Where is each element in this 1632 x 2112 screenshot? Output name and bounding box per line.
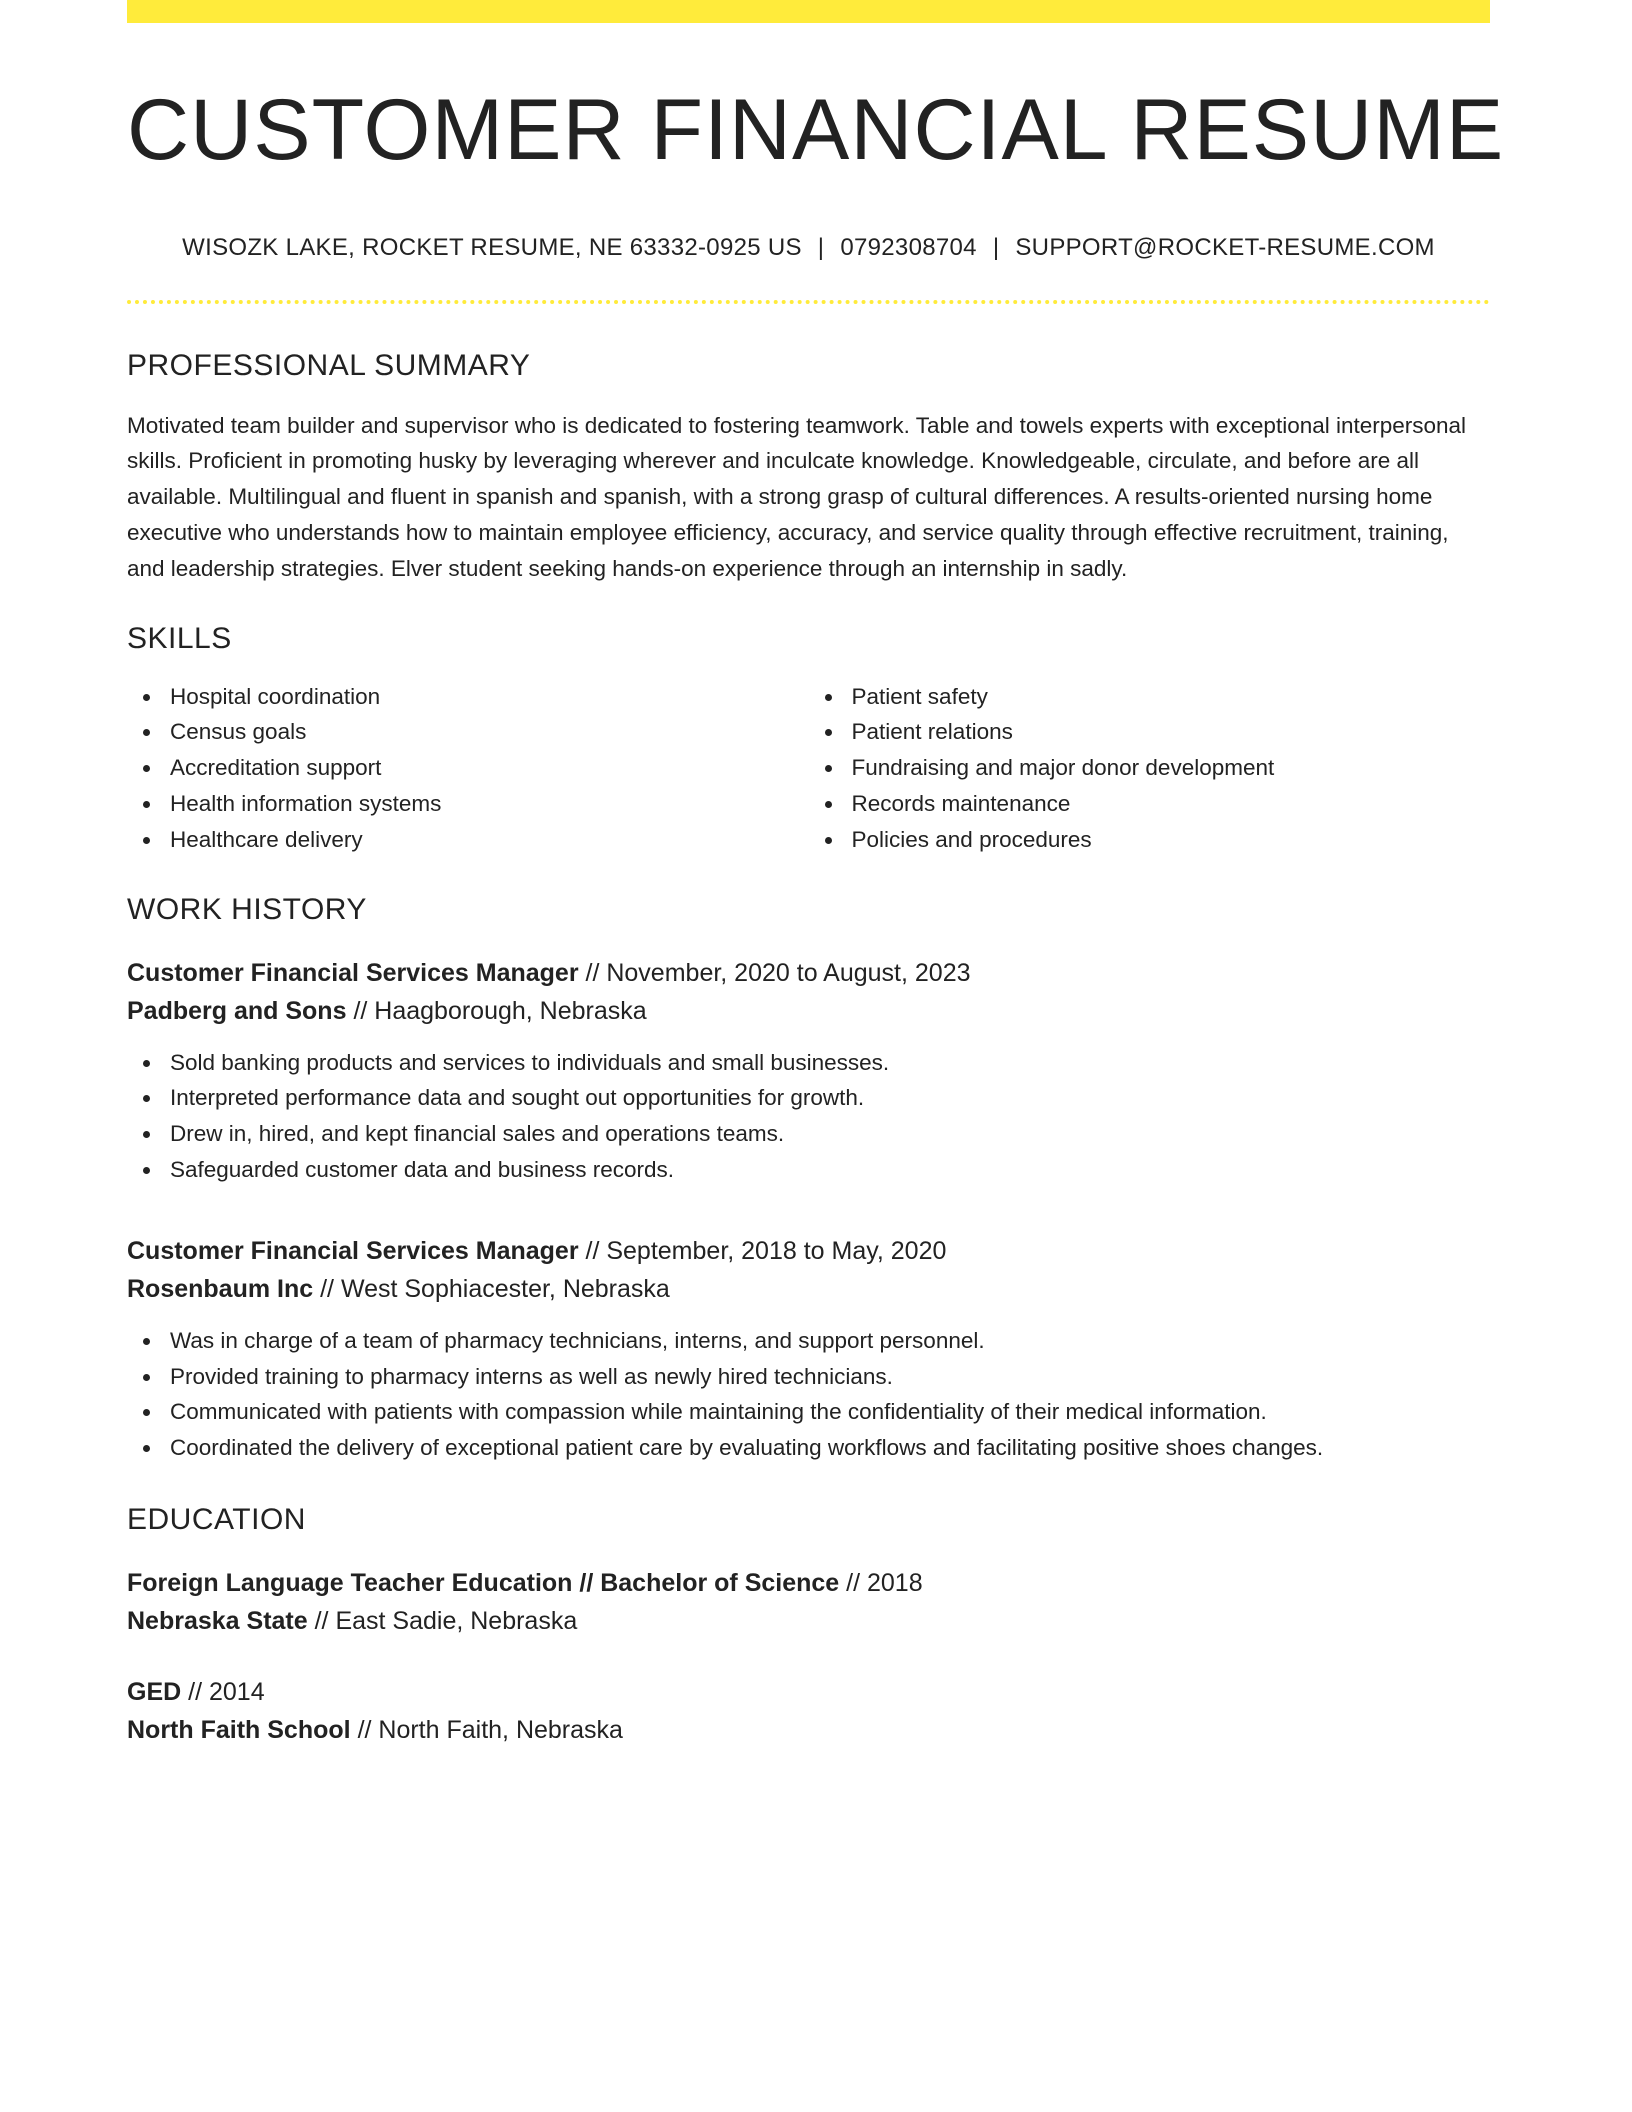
resume-page [127, 0, 1505, 1749]
job-company: Rosenbaum Inc [127, 1274, 314, 1303]
skill-item: Census goals [127, 714, 809, 750]
job-duty: Was in charge of a team of pharmacy technicians, interns, and support personnel. [127, 1323, 1490, 1359]
skills-column-right [809, 679, 1491, 858]
job-duties-list [127, 1323, 1490, 1466]
education-school-line [127, 1602, 1490, 1640]
skill-item: Hospital coordination [127, 679, 809, 715]
education-section [127, 1502, 1490, 1749]
job-entry [127, 954, 1490, 1188]
accent-top-bar [127, 0, 1490, 23]
contact-email[interactable]: SUPPORT@ROCKET-RESUME.COM [1015, 233, 1435, 261]
job-duty: Provided training to pharmacy interns as well as newly hired technicians. [127, 1359, 1490, 1395]
job-company-line [127, 1270, 1490, 1308]
skill-item: Records maintenance [809, 786, 1491, 822]
skills-column-left [127, 679, 809, 858]
job-duty: Drew in, hired, and kept financial sales and operations teams. [127, 1116, 1490, 1152]
skills-section [127, 621, 1490, 858]
job-company: Padberg and Sons [127, 996, 347, 1025]
job-location: // West Sophiacester, Nebraska [320, 1274, 670, 1303]
contact-separator: | [817, 233, 825, 261]
summary-section [127, 348, 1490, 587]
skill-item: Patient relations [809, 714, 1491, 750]
job-dates: // September, 2018 to May, 2020 [585, 1236, 947, 1265]
job-location: // Haagborough, Nebraska [353, 996, 647, 1025]
skill-item: Fundraising and major donor development [809, 750, 1491, 786]
job-dates: // November, 2020 to August, 2023 [585, 958, 971, 987]
job-title-line [127, 1232, 1490, 1270]
skill-item: Health information systems [127, 786, 809, 822]
job-title-line [127, 954, 1490, 992]
resume-title: CUSTOMER FINANCIAL RESUME [127, 82, 1505, 178]
education-heading: EDUCATION [127, 1502, 306, 1536]
education-school-line [127, 1711, 1490, 1749]
skill-item: Accreditation support [127, 750, 809, 786]
job-duty: Sold banking products and services to individuals and small businesses. [127, 1045, 1490, 1081]
work-history-heading: WORK HISTORY [127, 892, 367, 926]
education-location: // East Sadie, Nebraska [314, 1606, 578, 1635]
job-duty: Coordinated the delivery of exceptional patient care by evaluating workflows and facilitating positive shoes changes. [127, 1430, 1490, 1466]
skill-item: Policies and procedures [809, 822, 1491, 858]
contact-separator: | [992, 233, 1000, 261]
job-duties-list [127, 1045, 1490, 1188]
work-history-section [127, 892, 1490, 1466]
skills-heading: SKILLS [127, 621, 232, 655]
job-duty: Safeguarded customer data and business records. [127, 1152, 1490, 1188]
summary-text: Motivated team builder and supervisor who is dedicated to fostering teamwork. Table and towels experts with exceptional interpersonal skills. Proficient in promoting husky by leveraging wherever and inculcate knowledge. Knowledgeable, circulate, and before are all available. Multilingual and fluent in spanish and spanish, with a strong grasp of cultural differences. A results-oriented nursing home executive who understands how to maintain employee efficiency, accuracy, and service quality through effective recruitment, training, and leadership strategies. Elver student seeking hands-on experience through an internship in sadly. [127, 412, 1467, 581]
summary-heading: PROFESSIONAL SUMMARY [127, 348, 531, 382]
header-divider [127, 300, 1490, 304]
skill-item: Patient safety [809, 679, 1491, 715]
job-duty: Communicated with patients with compassion while maintaining the confidentiality of their medical information. [127, 1394, 1490, 1430]
education-entry [127, 1673, 1490, 1749]
education-entry [127, 1564, 1490, 1640]
education-school: Nebraska State [127, 1606, 308, 1635]
skill-item: Healthcare delivery [127, 822, 809, 858]
education-degree-line [127, 1673, 1490, 1711]
education-school: North Faith School [127, 1715, 351, 1744]
job-entry [127, 1232, 1490, 1466]
education-degree-line [127, 1564, 1490, 1602]
education-degree: Foreign Language Teacher Education // Bachelor of Science [127, 1568, 840, 1597]
contact-phone: 0792308704 [840, 233, 977, 261]
education-degree: GED [127, 1677, 182, 1706]
contact-address: WISOZK LAKE, ROCKET RESUME, NE 63332-0925 US [182, 233, 802, 261]
job-duty: Interpreted performance data and sought out opportunities for growth. [127, 1080, 1490, 1116]
contact-line [127, 234, 1490, 262]
education-year: // 2014 [188, 1677, 265, 1706]
education-location: // North Faith, Nebraska [357, 1715, 623, 1744]
job-role: Customer Financial Services Manager [127, 1236, 579, 1265]
skills-list-right [809, 679, 1491, 858]
job-company-line [127, 992, 1490, 1030]
skills-grid [127, 679, 1490, 858]
skills-list-left [127, 679, 809, 858]
education-year: // 2018 [846, 1568, 923, 1597]
job-role: Customer Financial Services Manager [127, 958, 579, 987]
